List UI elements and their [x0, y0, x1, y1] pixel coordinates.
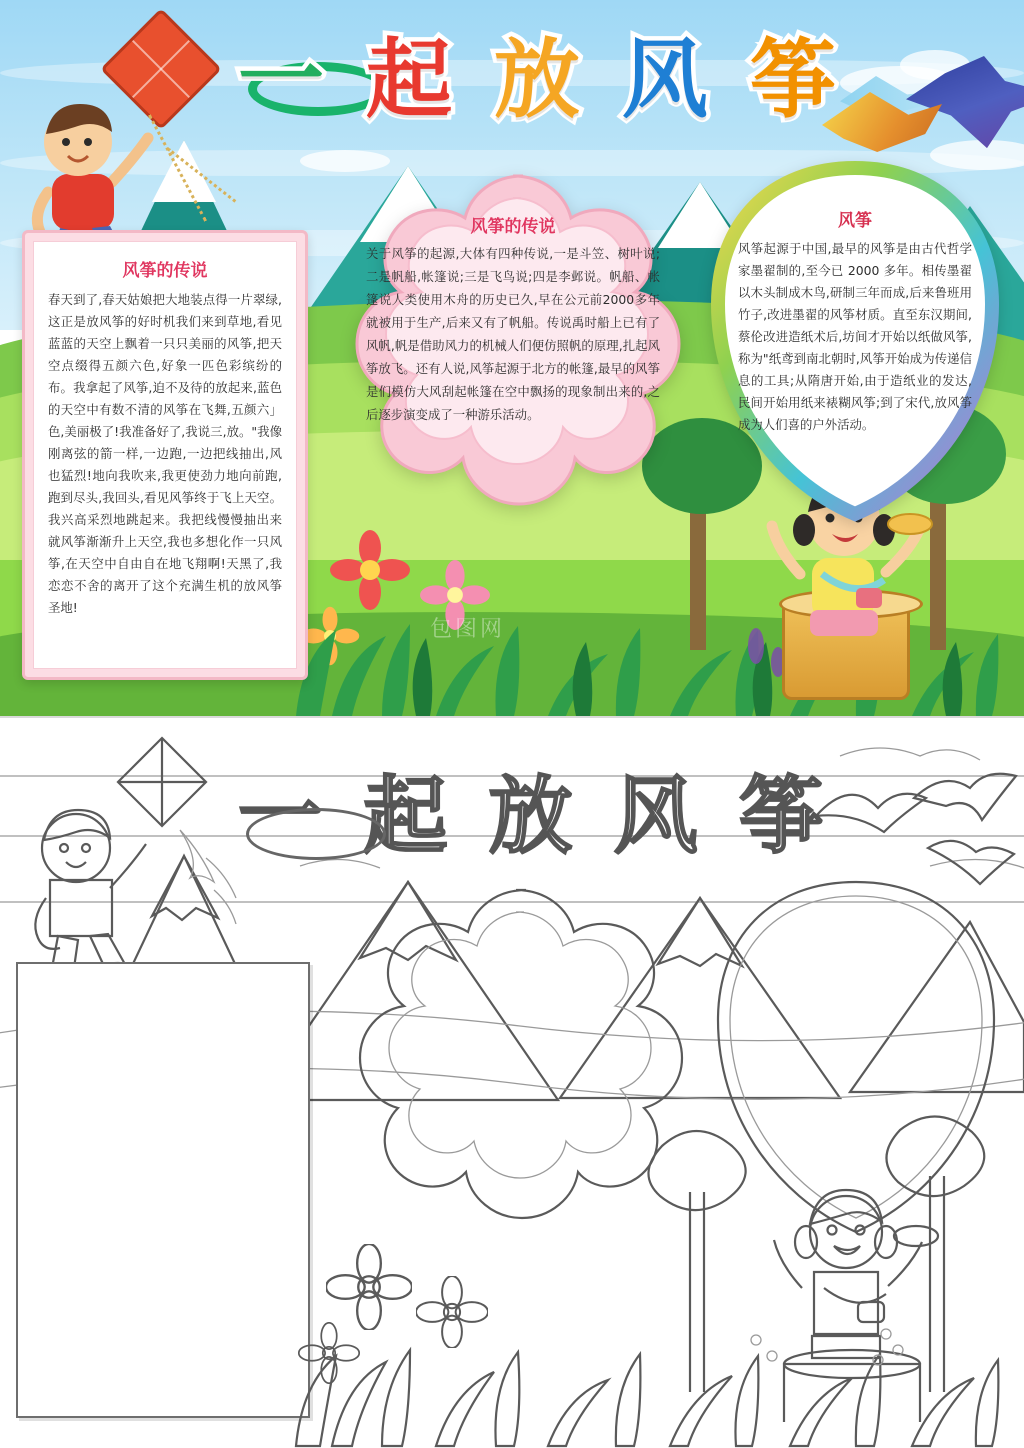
lineart-poster — [0, 716, 1024, 1448]
lineart-text-box — [16, 962, 310, 1418]
panel-center-body: 关于风筝的起源,大体有四种传说,一是斗笠、树叶说;二是帆船,帐篷说;三是飞鸟说;四是李邺说。帆船、帐篷说人类使用木舟的历史已久,早在公元前2000多年就被用于生产,后来又有了帆船。传说禹时船上已有了风帆,帆是借助风力的机械人们便仿照帆的原理,扎起风筝放飞。还有人说,风筝起源于北方的帐篷,最早的风筝是们模仿大风刮起帐篷在空中飘扬的现象制出来的,之后逐步演变成了一种游乐活动。 — [366, 246, 660, 422]
title-char-4: 风 — [621, 30, 714, 130]
lineart-flower — [416, 1276, 488, 1348]
lineart-title-char-1: 一 — [238, 767, 329, 865]
panel-left-body: 春天到了,春天姑娘把大地装点得一片翠绿,这正是放风筝的好时机我们来到草地,看见蓝蓝的天空上飘着一只只美丽的风筝,把天空点缀得五颜六色,好象一匹色彩缤纷的布。我拿起了风筝,迫不及待的放起来,蓝色的天空中有数不清的风筝在飞舞,五颜六」色,美丽极了!我准备好了,我说三,放。"我像刚离弦的箭一样,一边跑,一边把线抽出,风也猛烈!地向我吹来,我更使劲力地向前跑,跑到尽头,我回头,看见风筝终于飞上天空。我兴高采烈地跳起来。我把线慢慢抽出来就风筝渐渐升上天空,我也多想化作一只风筝,在天空中自由自在地飞翔啊!天黑了,我恋恋不舍的离开了这个充满生机的放风筝圣地! — [48, 292, 282, 615]
panel-center-title: 风筝的传说 — [470, 217, 556, 237]
lineart-title-char-2: 起 — [363, 767, 454, 865]
panel-right-title: 风筝 — [838, 211, 872, 231]
panel-right — [700, 158, 1010, 524]
panel-left-title: 风筝的传说 — [122, 261, 208, 281]
lineart-flower — [326, 1244, 412, 1330]
panel-center — [318, 168, 708, 582]
color-poster — [0, 0, 1024, 716]
lineart-flower — [298, 1322, 360, 1384]
lineart-title-char-4: 风 — [613, 767, 704, 865]
panel-right-body: 风筝起源于中国,最早的风筝是由古代哲学家墨翟制的,至今已 2000 多年。相传墨翟以木头制成木鸟,研制三年而成,后来鲁班用竹子,改进墨翟的风筝材质。直至东汉期间,蔡伦改进造纸术后,坊间才开始以纸做风筝,称为"纸鸢到南北朝时,风筝开始成为传递信息的工具;从隋唐开始,由于造纸业的发达,民间开始用纸来裱糊风筝;到了宋代,放风筝成为人们喜的户外活动。 — [738, 241, 972, 432]
lineart-title-char-5: 筝 — [739, 767, 830, 865]
title-char-1: 一 — [238, 30, 330, 130]
title-char-3: 放 — [493, 30, 586, 130]
lineart-trees — [636, 1112, 1024, 1392]
title-char-5: 筝 — [749, 30, 842, 130]
lineart-title-ring — [246, 808, 386, 860]
title-char-2: 起 — [365, 30, 458, 130]
poster-title — [238, 22, 842, 142]
lineart-title-char-3: 放 — [488, 767, 579, 865]
watermark: 包图网 — [430, 617, 506, 642]
panel-left — [22, 230, 308, 680]
lineart-title — [238, 762, 830, 872]
